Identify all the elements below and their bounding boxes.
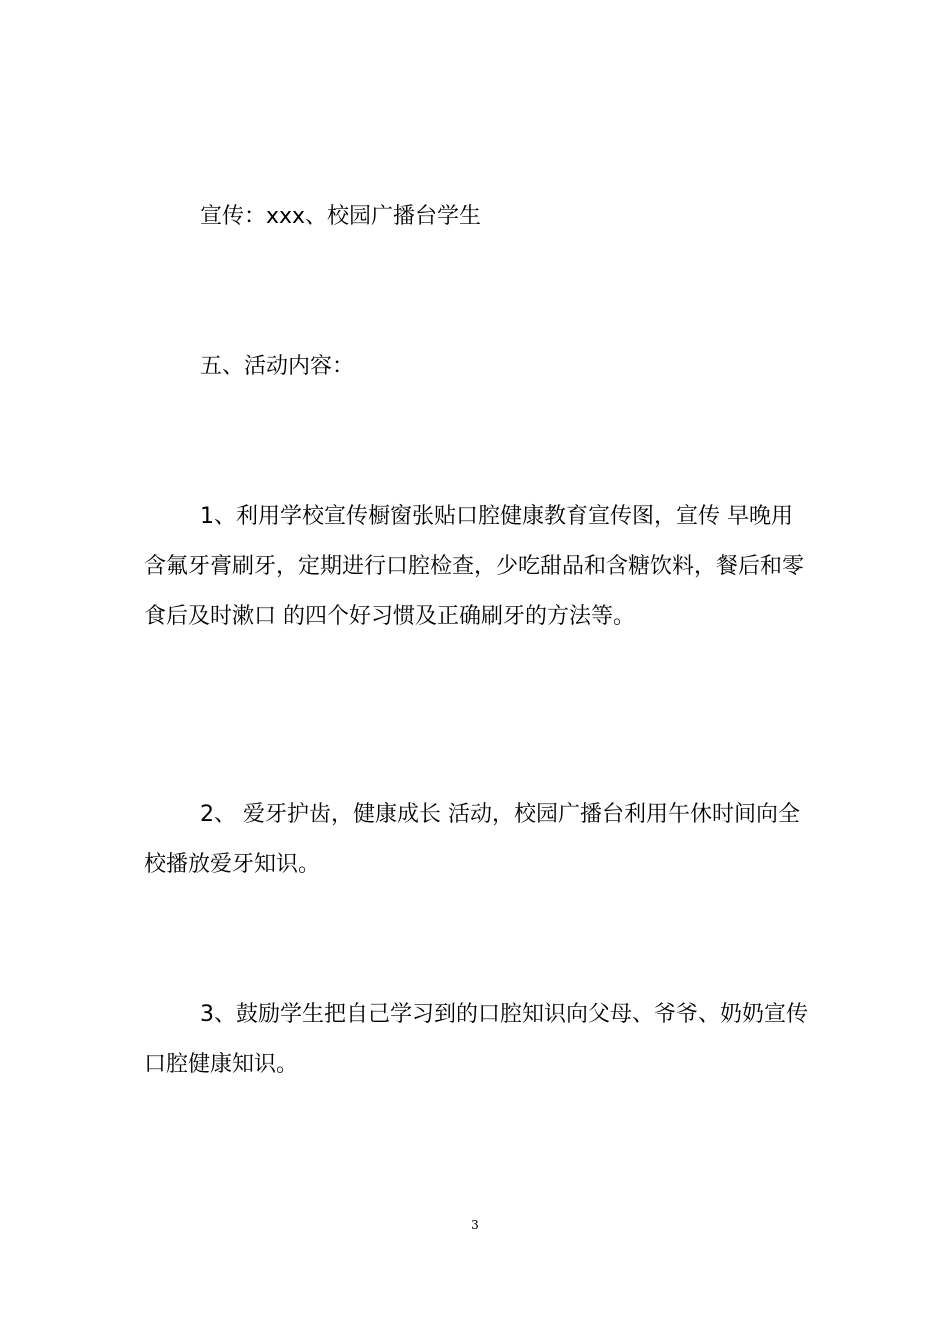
item-3-line-1: 3、鼓励学生把自己学习到的口腔知识向父母、爷爷、奶奶宣传 (200, 1002, 808, 1027)
item-1-line-3: 食后及时漱口 的四个好习惯及正确刷牙的方法等。 (144, 604, 635, 629)
section-heading-activity-content: 五、活动内容： (200, 354, 355, 379)
item-2-line-1: 2、 爱牙护齿，健康成长 活动，校园广播台利用午休时间向全 (200, 802, 800, 827)
publicity-line: 宣传：xxx、校园广播台学生 (200, 204, 482, 229)
item-1-line-1: 1、利用学校宣传橱窗张贴口腔健康教育宣传图，宣传 早晚用 (200, 504, 793, 529)
item-2-line-2: 校播放爱牙知识。 (144, 852, 321, 877)
item-3-line-2: 口腔健康知识。 (144, 1052, 299, 1077)
page-number: 3 (471, 1218, 479, 1232)
item-1-line-2: 含氟牙膏刷牙，定期进行口腔检查，少吃甜品和含糖饮料，餐后和零 (144, 554, 805, 579)
